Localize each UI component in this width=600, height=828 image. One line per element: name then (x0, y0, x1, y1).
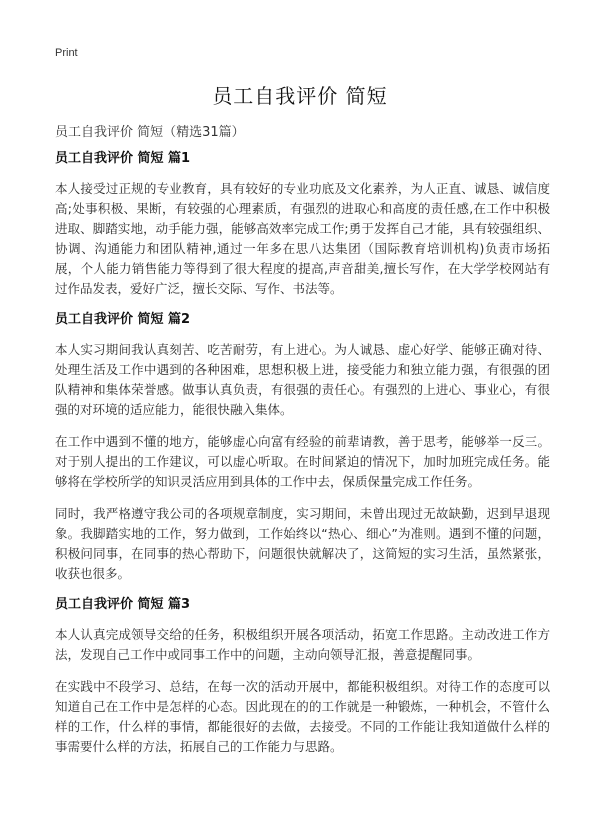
section-heading: 员工自我评价 简短 篇1 (55, 151, 191, 166)
section-heading: 员工自我评价 简短 篇2 (55, 312, 191, 327)
page-title: 员工自我评价 简短 (212, 84, 388, 108)
document-body (55, 150, 550, 769)
paragraph: 同时，我严格遵守我公司的各项规章制度，实习期间，未曾出现过无故缺勤，迟到早退现象。我脚踏实地的工作，努力做到，工作始终以“热心、细心”为准则。遇到不懂的问题，积极问同事，在同事的热心帮助下，问题很快就解决了，这简短的实习生活，虽然紧张，收获也很多。 (55, 506, 550, 581)
section-2 (55, 311, 550, 584)
paragraph: 本人接受过正规的专业教育，具有较好的专业功底及文化素养，为人正直、诚恳、诚信度高;处事积极、果断，有较强的心理素质，有强烈的进取心和高度的责任感,在工作中积极进取、脚踏实地，动手能力强，能够高效率完成工作;勇于发挥自己才能，具有较强组织、协调、沟通能力和团队精神,通过一年多在思八达集团（国际教育培训机构)负责市场拓展，个人能力销售能力等得到了很大程度的提高,声音甜美,擅长写作，在大学学校网站有过作品发表，爱好广泛，擅长交际、写作、书法等。 (55, 181, 550, 296)
document-subtitle: 员工自我评价 简短（精选31篇） (55, 125, 245, 140)
paragraph: 本人认真完成领导交给的任务，积极组织开展各项活动，拓宽工作思路。主动改进工作方法，发现自己工作中或同事工作中的问题，主动向领导汇报，善意提醒同事。 (55, 627, 550, 662)
section-1 (55, 150, 550, 299)
paragraph: 本人实习期间我认真刻苦、吃苦耐劳，有上进心。为人诚恳、虚心好学、能够正确对待、处理生活及工作中遇到的各种困难，思想积极上进，接受能力和独立能力强，有很强的团队精神和集体荣誉感。做事认真负责，有很强的责任心。有强烈的上进心、事业心，有很强的对环境的适应能力，能很快融入集体。 (55, 342, 550, 417)
paragraph: 在工作中遇到不懂的地方，能够虚心向富有经验的前辈请教，善于思考，能够举一反三。对于别人提出的工作建议，可以虚心听取。在时间紧迫的情况下，加时加班完成任务。能够将在学校所学的知识灵活应用到具体的工作中去，保质保量完成工作任务。 (55, 434, 550, 489)
print-link[interactable]: Print (55, 47, 78, 59)
section-heading: 员工自我评价 简短 篇3 (55, 597, 191, 612)
section-3 (55, 596, 550, 757)
paragraph: 在实践中不段学习、总结，在每一次的活动开展中，都能积极组织。对待工作的态度可以知道自己在工作中是怎样的心态。因此现在的的工作就是一种锻炼，一种机会，不管什么样的工作，什么样的事情，都能很好的去做，去接受。不同的工作能让我知道做什么样的事需要什么样的方法，拓展自己的工作能力与思路。 (55, 679, 550, 754)
